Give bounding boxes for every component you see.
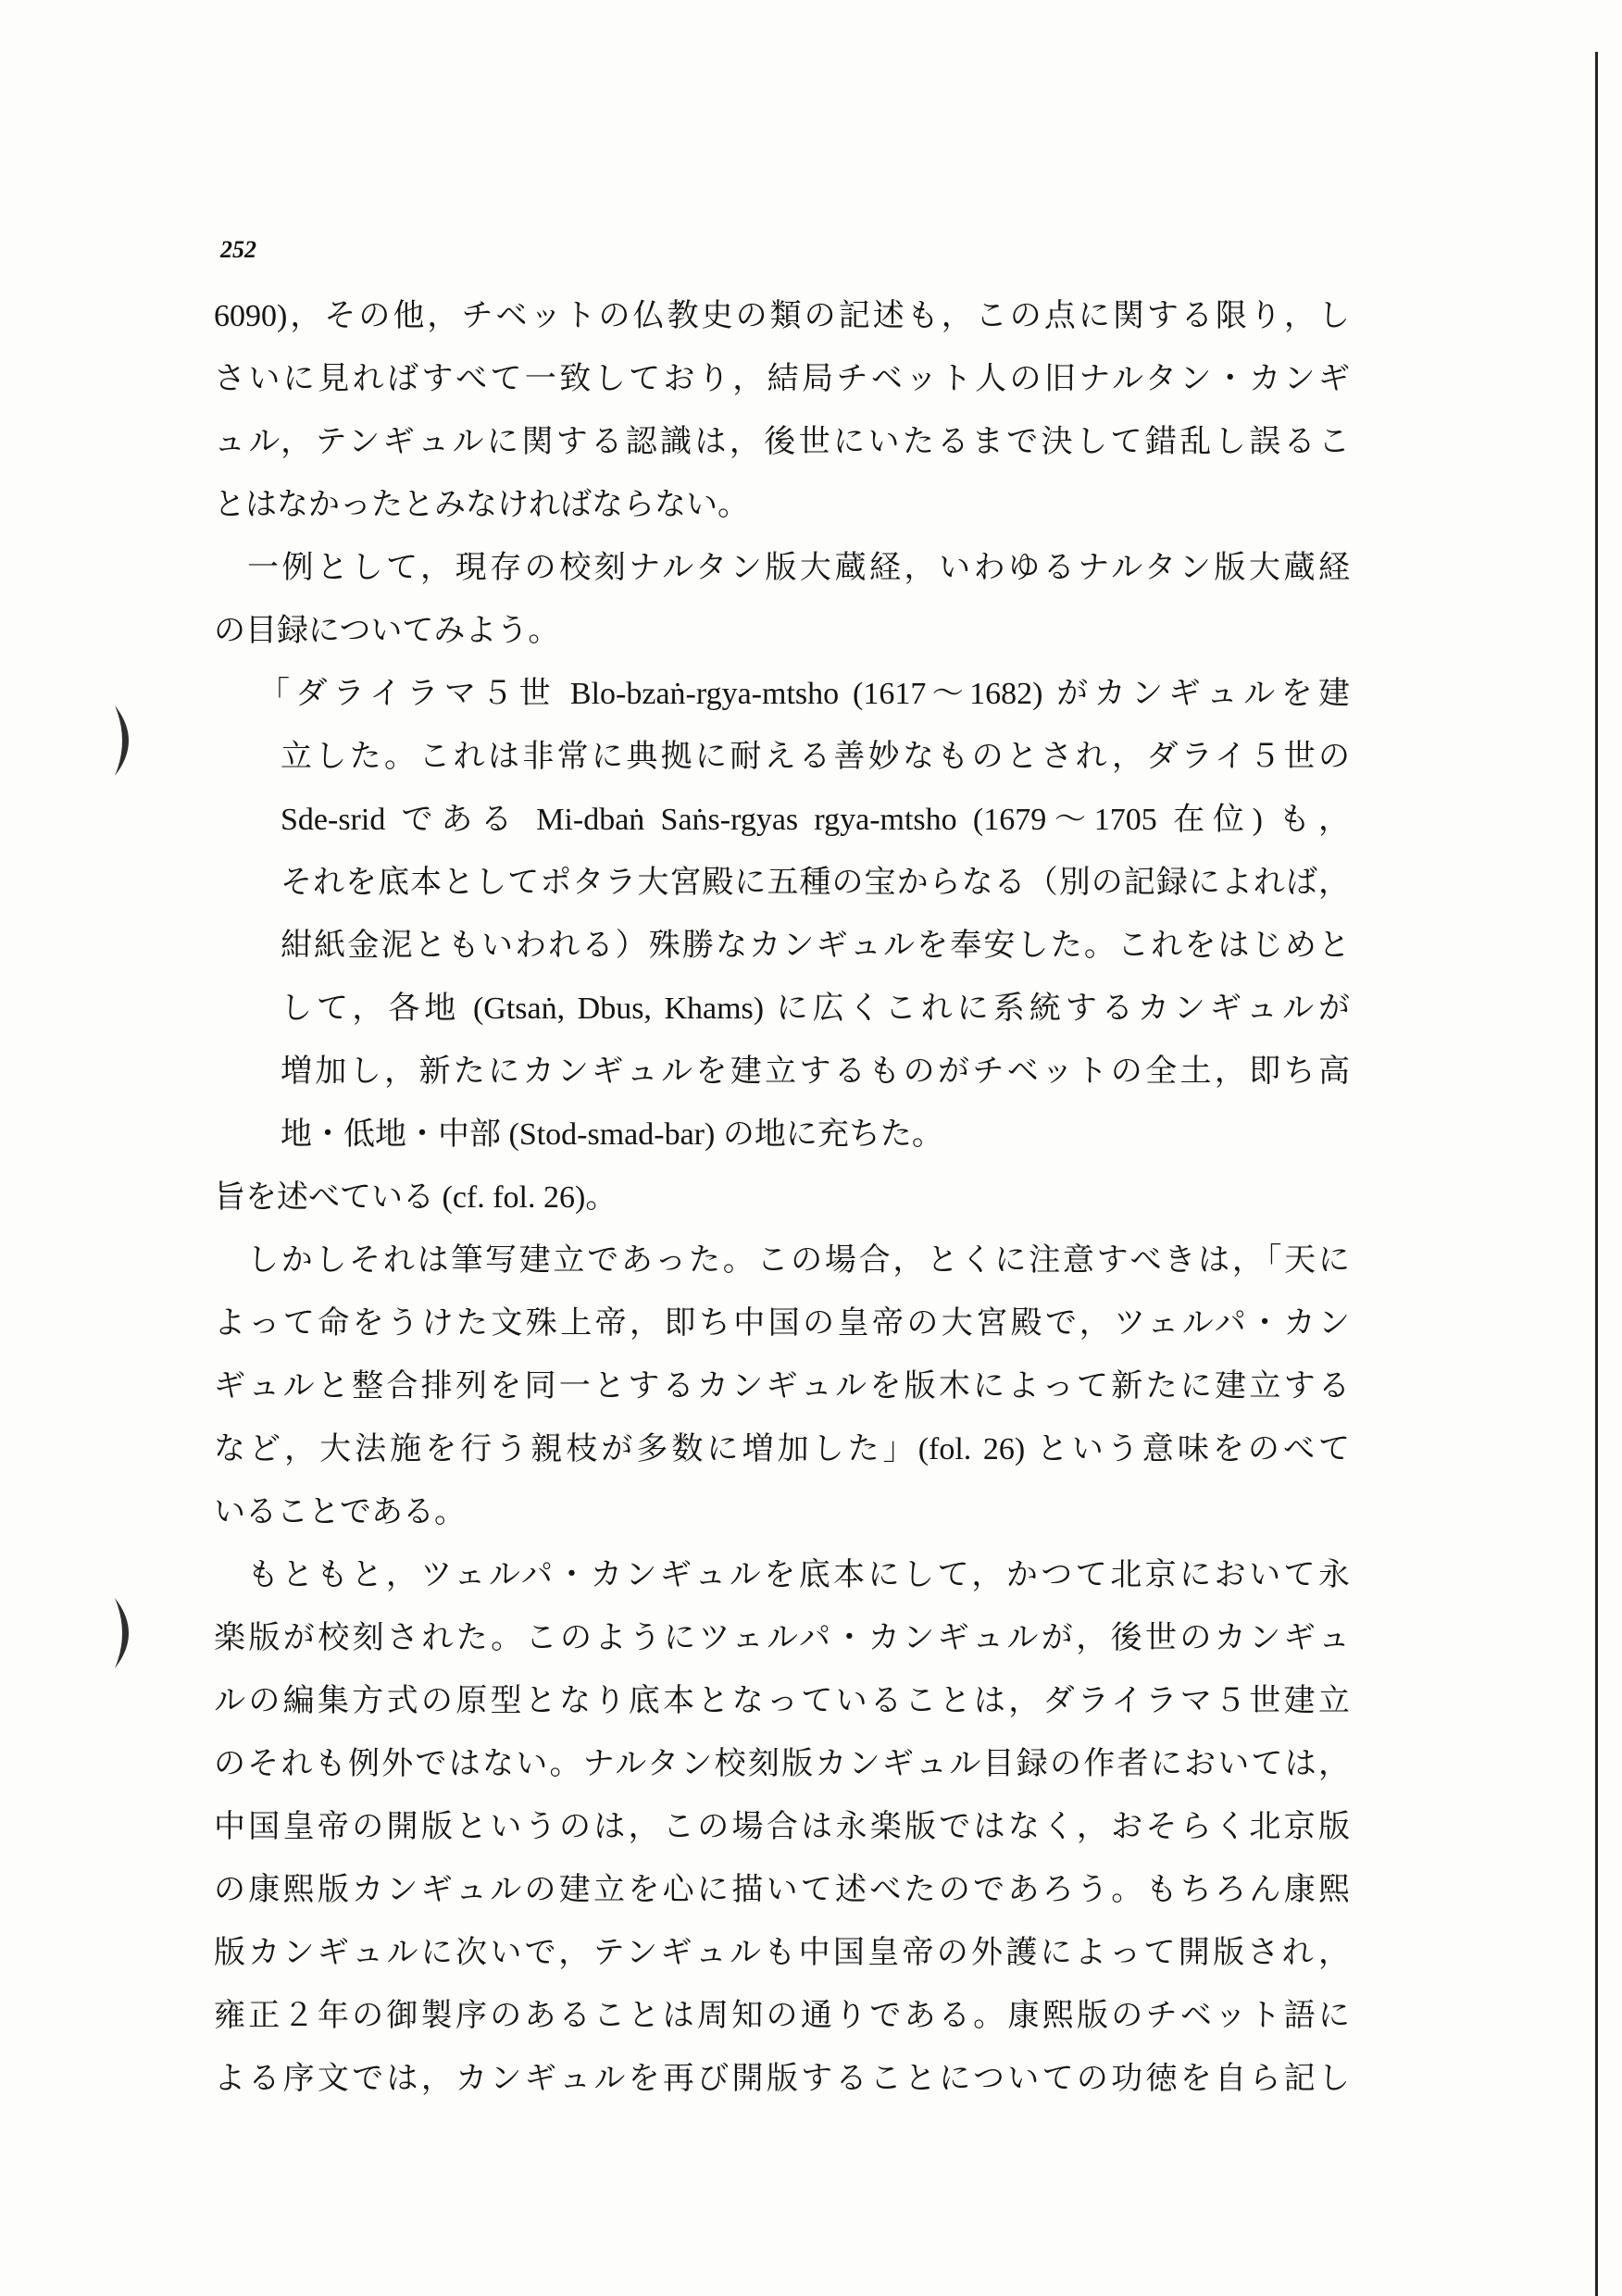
page-edge-rule: [1595, 52, 1598, 2296]
quotation-line: Sde-srid である Mi-dbaṅ Saṅs-rgyas rgya-mtsho (1679〜1705 在位) も，: [281, 803, 1350, 837]
text-line: ュル，テンギュルに関する認識は，後世にいたるまで決して錯乱し誤るこ: [214, 425, 1350, 459]
quotation-line: 増加し，新たにカンギュルを建立するものがチベットの全土，即ち高: [281, 1054, 1350, 1089]
text-line: の康熙版カンギュルの建立を心に描いて述べたのであろう。もちろん康熙: [214, 1873, 1350, 1907]
text-line: いることである。: [214, 1495, 466, 1529]
paragraph: [214, 1544, 1350, 2111]
text-line: 版カンギュルに次いで，テンギュルも中国皇帝の外護によって開版され，: [214, 1936, 1350, 1970]
quotation-line: 「ダライラマ５世 Blo-bzaṅ-rgya-mtsho (1617〜1682) がカンギュルを建: [258, 677, 1350, 711]
quotation-line: 地・低地・中部 (Stod-smad-bar) の地に充ちた。: [281, 1117, 943, 1152]
paragraph: [214, 1229, 1350, 1544]
text-line: ギュルと整合排列を同一とするカンギュルを版木によって新たに建立する: [214, 1369, 1350, 1404]
text-line: など，大法施を行う親枝が多数に増加した」(fol. 26) という意味をのべて: [214, 1432, 1350, 1466]
quotation-line: それを底本としてポタラ大宮殿に五種の宝からなる（別の記録によれば，: [281, 866, 1350, 900]
text-line: 6090)，その他，チベットの仏教史の類の記述も，この点に関する限り，し: [214, 299, 1350, 333]
page-number: 252: [220, 236, 256, 263]
body-text: [214, 285, 1350, 2111]
text-line: 旨を述べている (cf. fol. 26)。: [214, 1180, 618, 1215]
quotation-line: して，各地 (Gtsaṅ, Dbus, Khams) に広くこれに系統するカンギュルが: [281, 992, 1350, 1026]
paragraph: [214, 537, 1350, 663]
text-line: よって命をうけた文殊上帝，即ち中国の皇帝の大宮殿で，ツェルパ・カン: [214, 1306, 1350, 1341]
text-line: 雍正２年の御製序のあることは周知の通りである。康熙版のチベット語に: [214, 1999, 1350, 2033]
text-line: のそれも例外ではない。ナルタン校刻版カンギュル目録の作者においては，: [214, 1747, 1350, 1781]
text-line: もともと，ツェルパ・カンギュルを底本にして，かつて北京において永: [247, 1558, 1350, 1592]
quotation-line: 紺紙金泥ともいわれる）殊勝なカンギュルを奉安した。これをはじめと: [281, 929, 1350, 963]
text-line: とはなかったとみなければならない。: [214, 488, 749, 522]
text-line: さいに見ればすべて一致しており，結局チベット人の旧ナルタン・カンギ: [214, 362, 1350, 396]
binding-shadow-mark: [104, 1594, 144, 1672]
paragraph: [214, 285, 1350, 537]
quotation-line: 立した。これは非常に典拠に耐える善妙なものとされ，ダライ５世の: [281, 740, 1350, 774]
text-line: しかしそれは筆写建立であった。この場合，とくに注意すべきは，「天に: [247, 1243, 1350, 1278]
text-line: 楽版が校刻された。このようにツェルパ・カンギュルが，後世のカンギュ: [214, 1621, 1350, 1655]
text-line: の目録についてみよう。: [214, 614, 560, 648]
text-line: 一例として，現存の校刻ナルタン版大蔵経，いわゆるナルタン版大蔵経: [247, 551, 1350, 585]
block-quotation: [214, 663, 1350, 1167]
binding-shadow-mark: [104, 702, 144, 780]
text-line: よる序文では，カンギュルを再び開版することについての功徳を自ら記し: [214, 2062, 1350, 2096]
text-line: 中国皇帝の開版というのは，この場合は永楽版ではなく，おそらく北京版: [214, 1810, 1350, 1844]
text-line: ルの編集方式の原型となり底本となっていることは，ダライラマ５世建立: [214, 1684, 1350, 1718]
